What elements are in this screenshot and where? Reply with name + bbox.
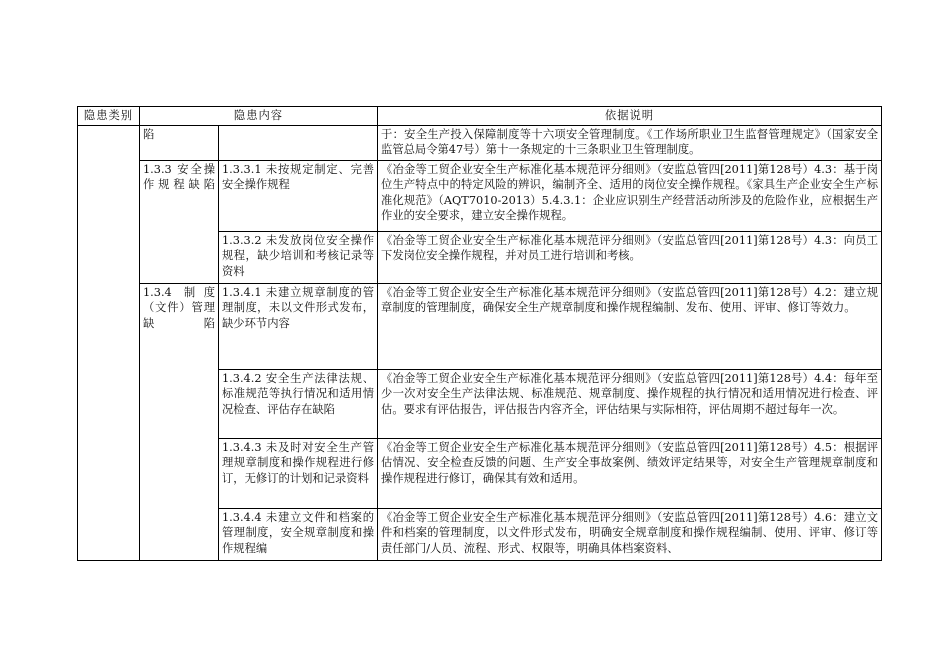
- item-cell: 1.3.3.2 未发放岗位安全操作规程，缺少培训和考核记录等资料: [219, 231, 378, 283]
- item-cell: 1.3.4.3 未及时对安全生产管理规章制度和操作规程进行修订，无修订的计划和记录资料: [219, 438, 378, 508]
- item-cell: 1.3.3.1 未按规定制定、完善安全操作规程: [219, 160, 378, 231]
- item-cell: 1.3.4.1 未建立规章制度的管理制度，未以文件形式发布，缺少环节内容: [219, 283, 378, 369]
- item-cell: 1.3.4.4 未建立文件和档案的管理制度，安全规章制度和操作规程编: [219, 508, 378, 560]
- header-content: 隐患内容: [140, 107, 378, 126]
- header-category: 隐患类别: [78, 107, 140, 126]
- header-basis: 依据说明: [378, 107, 882, 126]
- item-cell: [219, 125, 378, 160]
- item-cell: 1.3.4.2 安全生产法律法规、标准规范等执行情况和适用情况检查、评估存在缺陷: [219, 369, 378, 438]
- table-row: [78, 283, 882, 369]
- subcategory-cell: 1.3.3 安全操作规程缺陷: [140, 160, 219, 283]
- subcategory-cell: 陷: [140, 125, 219, 160]
- basis-cell: 《冶金等工贸企业安全生产标准化基本规范评分细则》（安监总管四[2011]第128号）4.3：基于岗位生产特点中的特定风险的辨识，编制齐全、适用的岗位安全操作规程。《家具生产企业安全生产标准化规范》（AQT7010-2013）5.4.3.1：企业应识别生产经营活动所涉及的危险作业，应根据生产作业的安全要求，建立安全操作规程。: [378, 160, 882, 231]
- basis-cell: 《冶金等工贸企业安全生产标准化基本规范评分细则》（安监总管四[2011]第128号）4.4：每年至少一次对安全生产法律法规、标准规范、规章制度、操作规程的执行情况和适用情况进行检查、评估。要求有评估报告，评估报告内容齐全，评估结果与实际相符，评估周期不超过每年一次。: [378, 369, 882, 438]
- basis-cell: 《冶金等工贸企业安全生产标准化基本规范评分细则》（安监总管四[2011]第128号）4.2：建立规章制度的管理制度，确保安全生产规章制度和操作规程编制、发布、使用、评审、修订等效力。: [378, 283, 882, 369]
- basis-cell: 《冶金等工贸企业安全生产标准化基本规范评分细则》（安监总管四[2011]第128号）4.6：建立文件和档案的管理制度，以文件形式发布，明确安全规章制度和操作规程编制、使用、评审、修订等责任部门/人员、流程、形式、权限等，明确具体档案资料、: [378, 508, 882, 560]
- hazard-table: [77, 106, 882, 561]
- table-row: [78, 160, 882, 231]
- basis-cell: 《冶金等工贸企业安全生产标准化基本规范评分细则》（安监总管四[2011]第128号）4.3：向员工下发岗位安全操作规程，并对员工进行培训和考核。: [378, 231, 882, 283]
- table-header-row: [78, 107, 882, 126]
- basis-cell: 于：安全生产投入保障制度等十六项安全管理制度。《工作场所职业卫生监督管理规定》（国家安全监管总局令第47号）第十一条规定的十三条职业卫生管理制度。: [378, 125, 882, 160]
- table-row: [78, 125, 882, 160]
- category-cell-empty: [78, 125, 140, 560]
- basis-cell: 《冶金等工贸企业安全生产标准化基本规范评分细则》（安监总管四[2011]第128号）4.5：根据评估情况、安全检查反馈的问题、生产安全事故案例、绩效评定结果等，对安全生产管理规章制度和操作规程进行修订，确保其有效和适用。: [378, 438, 882, 508]
- subcategory-cell: 1.3.4 制度（文件）管理缺陷: [140, 283, 219, 560]
